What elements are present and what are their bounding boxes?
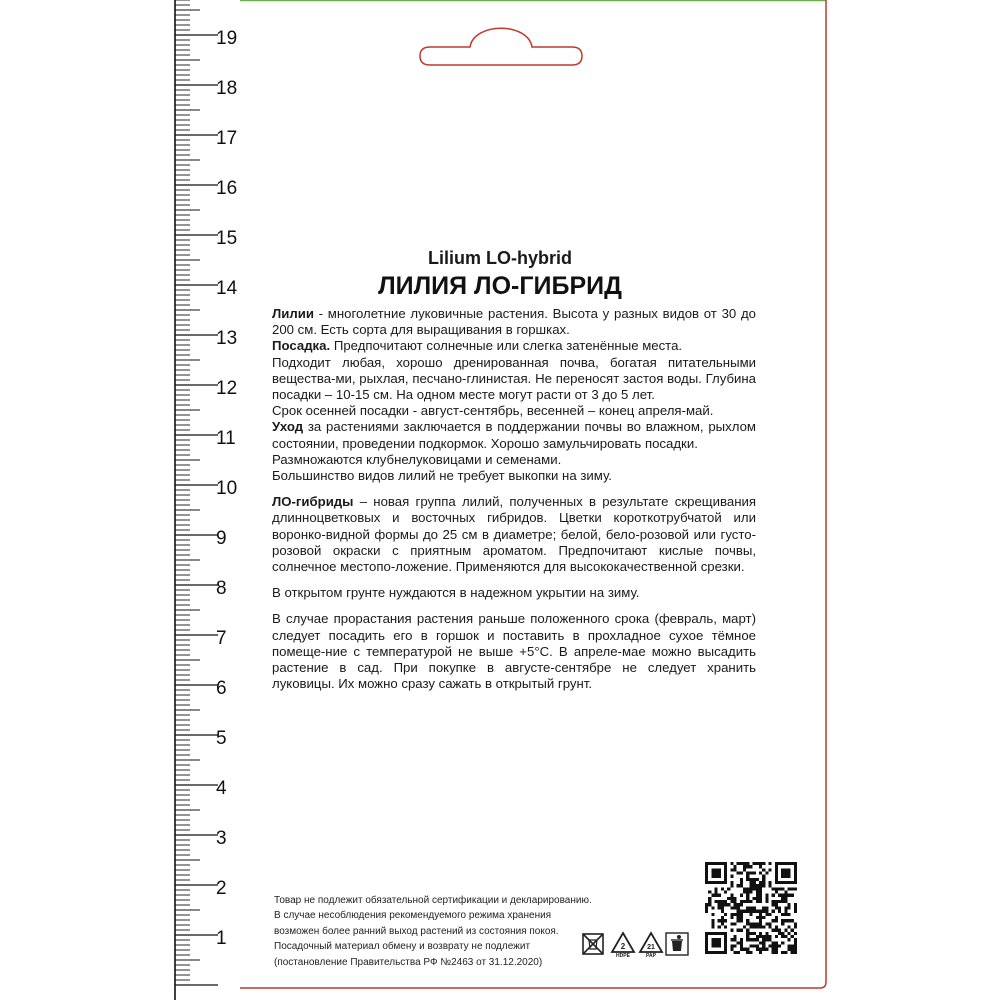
- hang-hole: [420, 28, 582, 65]
- legal-footer: [274, 893, 594, 970]
- term-lilies: Лилии: [272, 306, 314, 321]
- qr-code-icon: [705, 862, 797, 954]
- paragraph-lo-hybrids: [272, 494, 756, 575]
- text-lilies: - многолетние луковичные растения. Высота у разных видов от 30 до 200 см. Есть сорта для выращивания в горшках.: [272, 306, 756, 338]
- russian-title: ЛИЛИЯ ЛО-ГИБРИД: [378, 272, 622, 300]
- svg-text:21: 21: [647, 944, 655, 951]
- text-care: за растениями заключается в поддержании почвы во влажном, рыхлом состоянии, проведении подкормок. Хорошо замульчировать посадки.: [272, 419, 756, 451]
- ruler-label: 3: [216, 828, 227, 849]
- measuring-ruler: [170, 0, 240, 1000]
- footer-line: В случае несоблюдения рекомендуемого режима хранения: [274, 910, 552, 922]
- trash-bin-icon: [664, 930, 690, 960]
- ruler-label: 8: [216, 578, 227, 599]
- paragraph-planting-time: Срок осенней посадки - август-сентябрь, весенней – конец апреля-май.: [272, 403, 714, 419]
- paragraph-early-sprouting: В случае прорастания растения раньше положенного срока (февраль, март) следует посадить его в горшок и поставить в прохладное сухое тёмное помеще-ние с температурой не выше +5°С. В апреле-мае можно высадить растение в сад. При покупке в августе-сентябре не следует хранить луковицы. Их можно сразу сажать в открытый грунт.: [272, 611, 756, 692]
- term-lo-hybrids: ЛО-гибриды: [272, 494, 354, 510]
- svg-text:2: 2: [620, 942, 626, 951]
- ruler-label: 13: [216, 328, 238, 349]
- ruler-label: 5: [216, 728, 227, 749]
- footer-line: Посадочный материал обмену и возврату не подлежит: [274, 941, 531, 953]
- ruler-label: 6: [216, 678, 227, 699]
- ruler-label: 17: [216, 128, 238, 149]
- ruler-label: 18: [216, 78, 238, 99]
- text-lo-hybrids: – новая группа лилий, полученных в результате скрещивания длинноцветковых и восточных гибридов. Цветки короткотрубчатой или воронко-видной формы до 25 см в диаметре; белой, бело-розовой или густо-розовой окраски с приятным ароматом. Предпочитают кислые почвы, солнечное местопо-ложение. Применяются для высококачественной срезки.: [272, 494, 756, 575]
- ruler-label: 14: [216, 278, 238, 299]
- paragraph-winter: Большинство видов лилий не требует выкопки на зиму.: [272, 468, 612, 484]
- paragraph-care: [272, 419, 756, 451]
- ruler-label: 10: [216, 478, 238, 499]
- paragraph-lilies: [272, 306, 756, 338]
- ruler-label: 19: [216, 28, 238, 49]
- latin-title: Lilium LO-hybrid: [428, 248, 572, 268]
- paragraph-winter-cover: В открытом грунте нуждаются в надежном укрытии на зиму.: [272, 585, 640, 601]
- ruler-label: 4: [216, 778, 227, 799]
- ruler-label: 1: [216, 928, 227, 949]
- pap-label: PAP: [646, 953, 656, 959]
- ruler-label: 7: [216, 628, 227, 649]
- text-planting: Предпочитают солнечные или слегка затенённые места.: [330, 338, 683, 354]
- ruler-label: 9: [216, 528, 227, 549]
- ruler-label: 15: [216, 228, 238, 249]
- term-care: Уход: [272, 419, 304, 435]
- footer-line: (постановление Правительства РФ №2463 от 31.12.2020): [274, 956, 543, 968]
- ruler-label: 2: [216, 878, 227, 899]
- crossed-box-icon: [580, 930, 606, 960]
- ruler-label: 12: [216, 378, 238, 399]
- footer-line: возможен более ранний выход растений из состояния покоя.: [274, 925, 559, 937]
- hdpe-label: HDPE: [616, 953, 630, 959]
- description-block: [272, 306, 756, 692]
- ruler-label: 16: [216, 178, 238, 199]
- footer-line: Товар не подлежит обязательной сертификации и декларированию.: [274, 895, 592, 906]
- ruler-label: 11: [216, 428, 236, 449]
- paragraph-planting: [272, 338, 756, 354]
- paragraph-propagation: Размножаются клубнелуковицами и семенами.: [272, 451, 562, 467]
- paragraph-soil: Подходит любая, хорошо дренированная почва, богатая питательными вещества-ми, рыхлая, песчано-глинистая. Не переносят застоя воды. Глубина посадки – 10-15 см. На одном месте могут расти от 3 до 5 лет.: [272, 354, 756, 403]
- term-planting: Посадка.: [272, 338, 331, 354]
